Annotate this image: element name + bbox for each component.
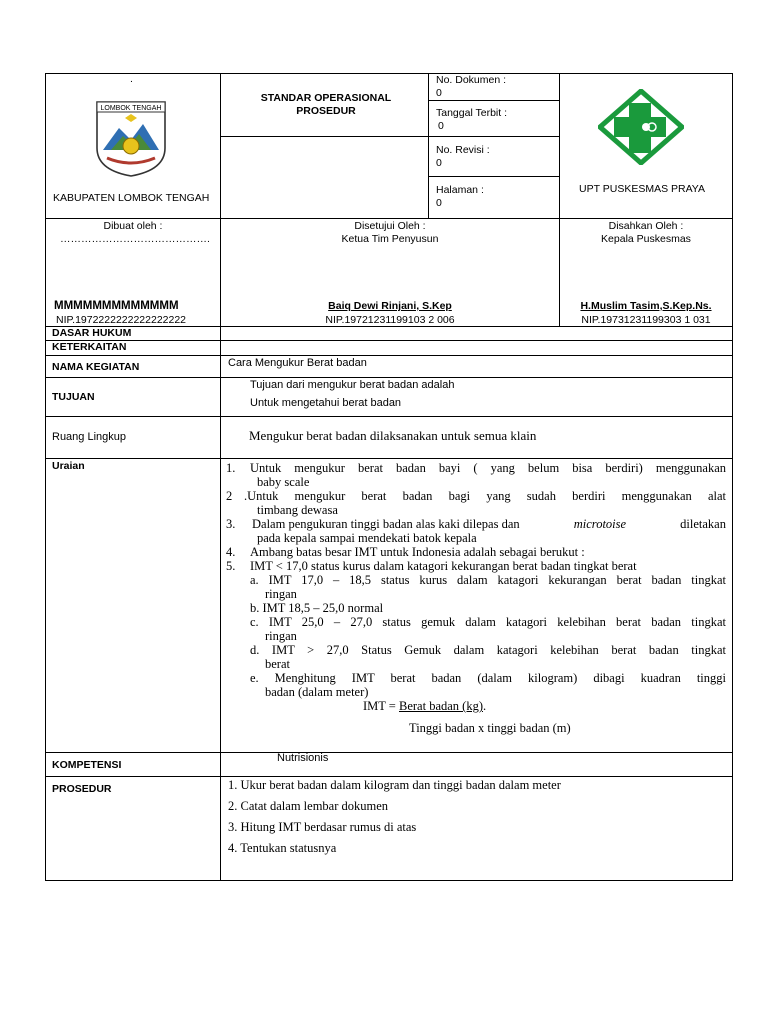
header-dot: . — [130, 73, 133, 85]
ruang-lingkup-label: Ruang Lingkup — [52, 431, 127, 443]
prosedur-step-1: 1. Ukur berat badan dalam kilogram dan tinggi badan dalam meter — [228, 778, 561, 792]
prosedur-step-3: 3. Hitung IMT berdasar rumus di atas — [228, 820, 417, 834]
kompetensi-value: Nutrisionis — [277, 752, 329, 764]
approved-by-role: Ketua Tim Penyusun — [341, 233, 439, 245]
made-by-dots: ……………………………………. — [60, 233, 210, 245]
uraian-item-3-part-2: diletakan — [680, 517, 726, 531]
nama-kegiatan-label: NAMA KEGIATAN — [52, 361, 140, 373]
tujuan-line-2: Untuk mengetahui berat badan — [250, 397, 402, 409]
regency-name: KABUPATEN LOMBOK TENGAH — [53, 192, 210, 204]
uraian-item-a-line-2: ringan — [265, 587, 297, 601]
uraian-item-2-line-1: .Untuk mengukur berat badan bagi yang sudah berdiri menggunakan alat — [244, 489, 726, 503]
uraian-item-2-line-2: timbang dewasa — [257, 503, 338, 517]
uraian-item-1-line-1: Untuk mengukur berat badan bayi ( yang belum bisa berdiri) menggunakan — [250, 461, 726, 475]
approved-by-name — [221, 300, 559, 312]
uraian-item-e-line-2: badan (dalam meter) — [265, 685, 369, 699]
document-title — [236, 92, 416, 118]
uraian-item-d-line-1: d. IMT > 27,0 Status Gemuk dalam katagori kelebihan berat badan tingkat — [250, 643, 726, 657]
uraian-item-c-line-2: ringan — [265, 629, 297, 643]
uraian-item-5-num: 5. — [226, 559, 236, 573]
revision-value: 0 — [436, 157, 442, 169]
approved-by-name-text: Baiq Dewi Rinjani, S.Kep — [328, 300, 452, 312]
issue-date-value: 0 — [438, 120, 444, 132]
ratified-by-nip: NIP.19731231199303 1 031 — [581, 314, 711, 326]
page-label: Halaman : — [436, 184, 484, 196]
kompetensi-label: KOMPETENSI — [52, 759, 122, 771]
dasar-hukum-label: DASAR HUKUM — [52, 327, 132, 339]
tujuan-label: TUJUAN — [52, 391, 95, 403]
prosedur-step-4: 4. Tentukan statusnya — [228, 841, 337, 855]
uraian-item-1-line-2: baby scale — [257, 475, 310, 489]
imt-formula-denominator: Tinggi badan x tinggi badan (m) — [409, 721, 571, 735]
uraian-item-2-num: 2 — [226, 489, 233, 503]
uraian-item-a-line-1: a. IMT 17,0 – 18,5 status kurus dalam katagori kekurangan berat badan tingkat — [250, 573, 726, 587]
imt-formula-numerator: Berat badan (kg) — [399, 699, 483, 713]
doc-number-label: No. Dokumen : — [436, 74, 507, 86]
doc-number-value: 0 — [436, 87, 442, 99]
uraian-label: Uraian — [52, 460, 85, 472]
ratified-by-name-text: H.Muslim Tasim,S.Kep.Ns. — [580, 300, 712, 312]
issue-date-label: Tanggal Terbit : — [436, 107, 508, 119]
lombok-tengah-emblem — [93, 98, 169, 178]
puskesmas-logo — [598, 89, 684, 165]
approved-by-nip: NIP.19721231199103 2 006 — [325, 314, 455, 326]
uraian-item-4: Ambang batas besar IMT untuk Indonesia adalah sebagai berukut : — [250, 545, 585, 559]
keterkaitan-label: KETERKAITAN — [52, 341, 127, 353]
tujuan-line-1: Tujuan dari mengukur berat badan adalah — [250, 379, 455, 391]
uraian-item-3-part-1: Dalam pengukuran tinggi badan alas kaki dilepas dan — [252, 517, 520, 531]
uraian-item-d-line-2: berat — [265, 657, 290, 671]
uraian-item-c-line-1: c. IMT 25,0 – 27,0 status gemuk dalam katagori kelebihan berat badan tingkat — [250, 615, 726, 629]
imt-formula-dot: . — [483, 699, 487, 713]
uraian-item-4-num: 4. — [226, 545, 236, 559]
made-by-label: Dibuat oleh : — [103, 220, 163, 232]
uraian-item-3-line-1 — [252, 517, 726, 531]
imt-formula — [363, 699, 486, 713]
approved-by-label: Disetujui Oleh : — [354, 220, 426, 232]
uraian-item-b: b. IMT 18,5 – 25,0 normal — [250, 601, 384, 615]
ratified-by-role: Kepala Puskesmas — [601, 233, 691, 245]
uraian-item-1-num: 1. — [226, 461, 236, 475]
uraian-item-3-italic: microtoise — [573, 517, 627, 531]
nama-kegiatan-value: Cara Mengukur Berat badan — [228, 357, 367, 369]
uraian-item-3-line-2: pada kepala sampai mendekati batok kepala — [257, 531, 477, 545]
emblem-banner-text: LOMBOK TENGAH — [100, 105, 162, 112]
prosedur-label: PROSEDUR — [52, 783, 112, 795]
uraian-item-3-num: 3. — [226, 517, 236, 531]
puskesmas-name: UPT PUSKESMAS PRAYA — [579, 183, 706, 195]
imt-formula-lhs: IMT = — [363, 699, 399, 713]
uraian-item-5: IMT < 17,0 status kurus dalam katagori kekurangan berat badan tingkat berat — [250, 559, 637, 573]
uraian-item-e-line-1: e. Menghitung IMT berat badan (dalam kilogram) dibagi kuadran tinggi — [250, 671, 726, 685]
ratified-by-label: Disahkan Oleh : — [608, 220, 684, 232]
page-value: 0 — [436, 197, 442, 209]
prosedur-step-2: 2. Catat dalam lembar dokumen — [228, 799, 389, 813]
document-title-text: STANDAR OPERASIONAL PROSEDUR — [260, 92, 392, 117]
ratified-by-name — [560, 300, 732, 312]
ruang-lingkup-value: Mengukur berat badan dilaksanakan untuk semua klain — [249, 428, 537, 443]
made-by-nip: NIP.1972222222222222222 — [56, 314, 187, 326]
revision-label: No. Revisi : — [436, 144, 490, 156]
made-by-name: MMMMMMMMMMMMM — [54, 300, 179, 312]
